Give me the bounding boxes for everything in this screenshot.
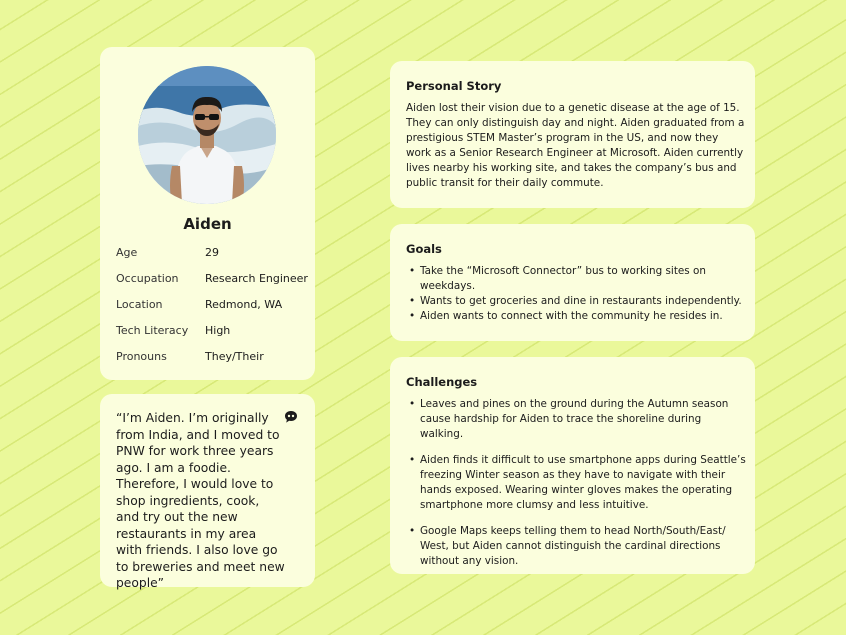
personal-story-card <box>390 61 755 208</box>
attribute-label: Occupation <box>116 272 179 285</box>
list-item: • Google Maps keeps telling them to head North/South/East/ West, but Aiden cannot distinguish the cardinal directions without any vision. <box>406 524 746 569</box>
persona-name: Aiden <box>183 215 232 233</box>
list-item: • Wants to get groceries and dine in restaurants independently. <box>406 294 746 309</box>
section-title: Challenges <box>406 375 478 389</box>
attribute-row-pronouns <box>116 350 311 366</box>
profile-card <box>100 47 315 380</box>
speech-bubble-icon <box>284 410 298 424</box>
attribute-value: Redmond, WA <box>205 298 283 311</box>
list-item: • Aiden finds it difficult to use smartphone apps during Seattle’s freezing Winter season as they have to navigate with their hands exposed. Wearing winter gloves makes the operating smartphone more clumsy and less intuitive. <box>406 453 746 513</box>
attribute-row-age <box>116 246 311 262</box>
attribute-row-occupation <box>116 272 311 288</box>
attribute-value: High <box>205 324 231 337</box>
section-title: Goals <box>406 242 442 256</box>
attribute-label: Pronouns <box>116 350 167 363</box>
goals-card <box>390 224 755 341</box>
persona-quote: “I’m Aiden. I’m originally from India, and I moved to PNW for work three years ago. I am a foodie. Therefore, I would love to shop ingredients, cook, and try out the new restaurants in my area with friends. I also love go to breweries and meet new people” <box>116 411 285 590</box>
attribute-value: Research Engineer <box>205 272 308 285</box>
attribute-value: They/Their <box>205 350 264 363</box>
attribute-value: 29 <box>205 246 219 259</box>
list-item: • Leaves and pines on the ground during the Autumn season cause hardship for Aiden to trace the shoreline during walking. <box>406 397 746 442</box>
list-item: • Take the “Microsoft Connector” bus to working sites on weekdays. <box>406 264 746 294</box>
goals-list <box>406 264 746 324</box>
avatar-photo <box>138 66 276 204</box>
attribute-label: Age <box>116 246 138 259</box>
attribute-row-tech-literacy <box>116 324 311 340</box>
quote-card <box>100 394 315 590</box>
attribute-row-location <box>116 298 311 314</box>
section-title: Personal Story <box>406 79 502 93</box>
challenges-card <box>390 357 755 574</box>
personal-story-text: Aiden lost their vision due to a genetic disease at the age of 15. They can only distinguish day and night. Aiden graduated from a prestigious STEM Master’s program in the US, and now they work as a Senior Research Engineer at Microsoft. Aiden currently lives nearby his working site, and takes the company’s bus and public transit for their daily commute. <box>406 102 745 189</box>
attribute-label: Tech Literacy <box>116 324 189 337</box>
attribute-label: Location <box>116 298 163 311</box>
list-item: • Aiden wants to connect with the community he resides in. <box>406 309 746 324</box>
avatar <box>138 66 276 204</box>
challenges-list <box>406 397 746 580</box>
